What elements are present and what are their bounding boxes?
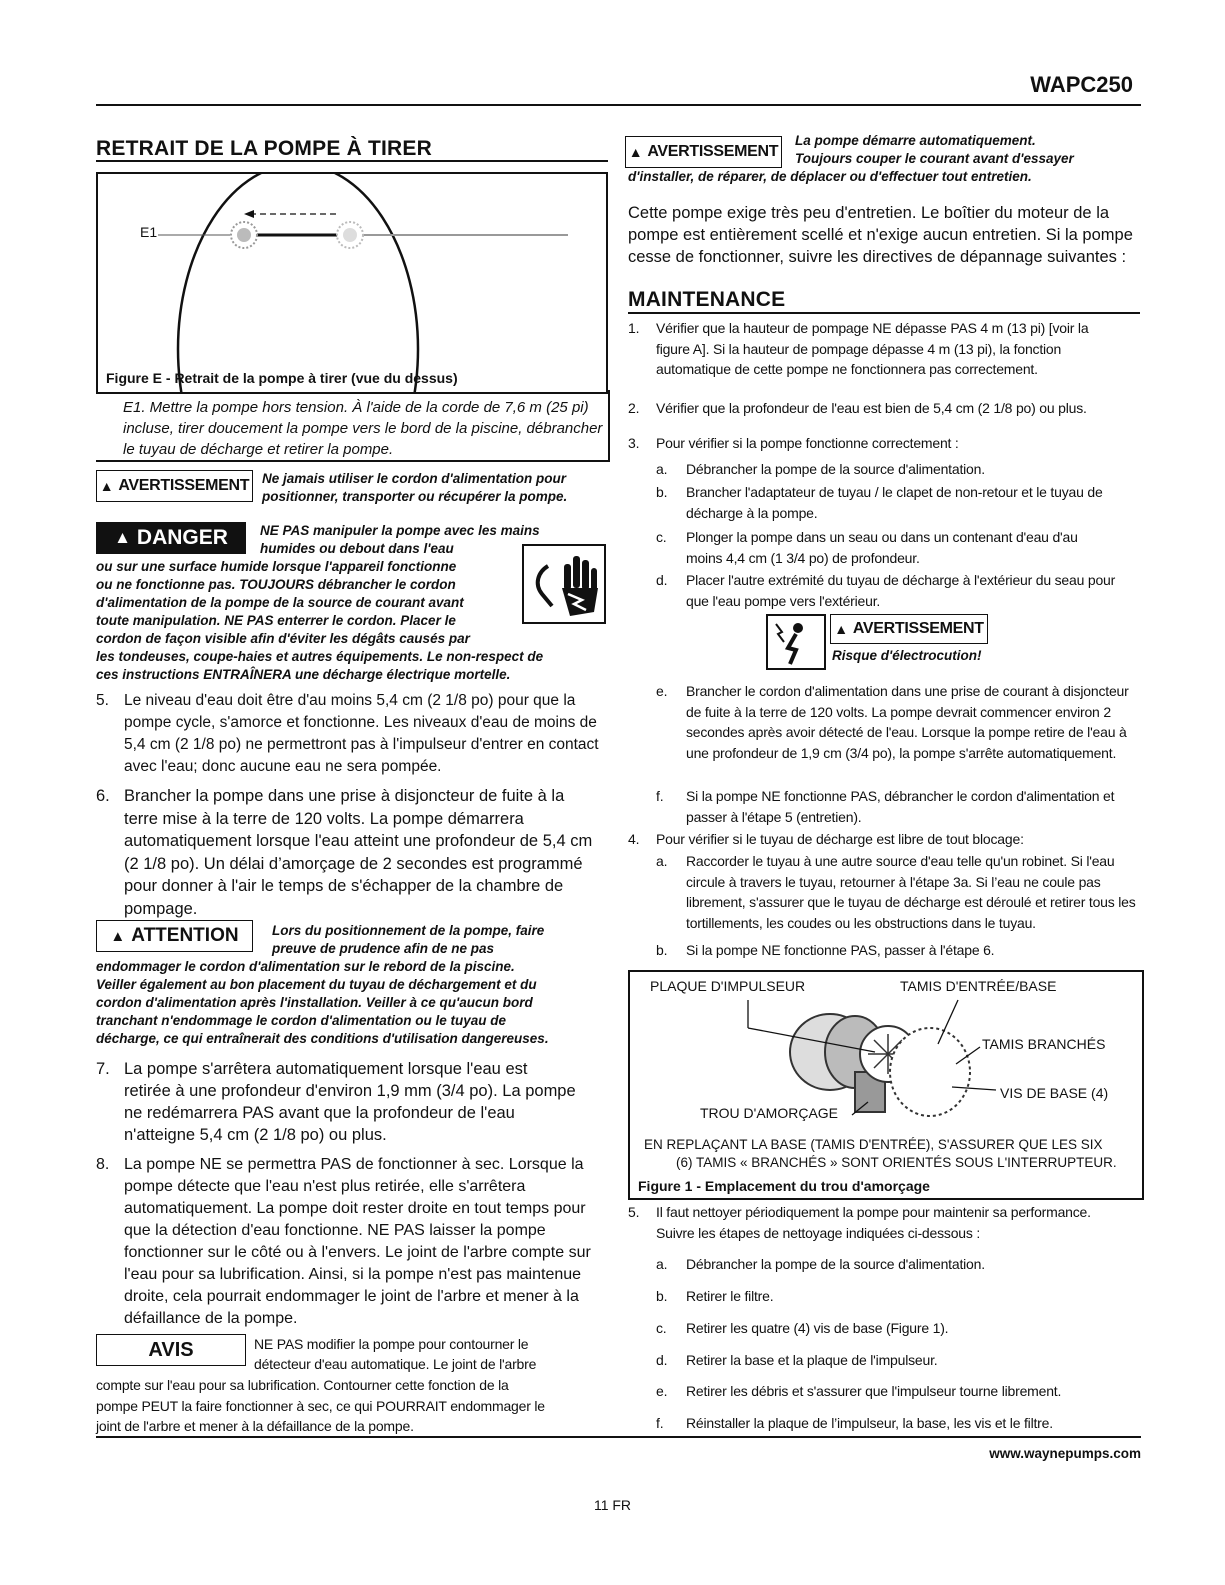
section-title-removal: RETRAIT DE LA POMPE À TIRER bbox=[96, 137, 432, 160]
maintenance-step-4a: a. Raccorder le tuyau à une autre source d'eau telle qu'un robinet. Si l'eau circule à travers le tuyau, retourner à l'étape 3a. Si l’eau ne coule pas librement, s'assurer que le tuyau de décharge est déroulé et retirer tous les tortillements, les coudes ou les obstructions dans le tuyau. bbox=[656, 853, 1136, 931]
header-rule bbox=[96, 104, 1141, 106]
figure-e-step-text: E1. Mettre la pompe hors tension. À l'aide de la corde de 7,6 m (25 pi) incluse, tirer doucement la pompe vers le bord de la piscine, débrancher le tuyau de décharge et retirer la pompe. bbox=[123, 399, 603, 458]
maintenance-step-3c: c. Plonger la pompe dans un seau ou dans un contenant d'eau d'au moins 4,4 cm (1 3/4 po) de profondeur. bbox=[656, 529, 1078, 566]
danger-badge: ▲ DANGER bbox=[96, 522, 246, 554]
danger-line: cordon de façon visible afin d'éviter les dégâts causés par bbox=[96, 631, 470, 646]
warning-line: La pompe démarre automatiquement. bbox=[795, 133, 1036, 148]
warning-triangle-icon: ▲ bbox=[99, 478, 114, 494]
maintenance-step-4: 4. Pour vérifier si le tuyau de décharge est libre de tout blocage: bbox=[628, 831, 1024, 847]
maintenance-step-5d: d. Retirer la base et la plaque de l'impulseur. bbox=[656, 1352, 938, 1368]
maintenance-step-3: 3. Pour vérifier si la pompe fonctionne correctement : bbox=[628, 435, 959, 451]
warning-line: d'installer, de réparer, de déplacer ou d'effectuer tout entretien. bbox=[628, 169, 1032, 184]
danger-line: d'alimentation de la pompe de la source de courant avant bbox=[96, 595, 464, 610]
attention-line: Lors du positionnement de la pompe, faire bbox=[272, 923, 545, 938]
attention-badge: ▲ ATTENTION bbox=[96, 920, 253, 952]
attention-line: endommager le cordon d'alimentation sur le rebord de la piscine. bbox=[96, 959, 515, 974]
notice-line: pompe PEUT la faire fonctionner à sec, ce qui POURRAIT endommager le bbox=[96, 1398, 545, 1414]
attention-line: preuve de prudence afin de ne pas bbox=[272, 941, 495, 956]
danger-line: humides ou debout dans l'eau bbox=[260, 541, 454, 556]
website-link[interactable]: www.waynepumps.com bbox=[989, 1446, 1141, 1461]
warning-triangle-icon: ▲ bbox=[628, 144, 643, 160]
warning-triangle-icon: ▲ bbox=[114, 528, 131, 547]
figure-1-note: (6) TAMIS « BRANCHÉS » SONT ORIENTÉS SOUS L'INTERRUPTEUR. bbox=[676, 1155, 1117, 1170]
danger-line: ou sur une surface humide lorsque l'appareil fonctionne bbox=[96, 559, 457, 574]
maintenance-step-2: 2. Vérifier que la profondeur de l'eau est bien de 5,4 cm (2 1/8 po) ou plus. bbox=[628, 400, 1087, 416]
maintenance-step-3f: f. Si la pompe NE fonctionne PAS, débrancher le cordon d'alimentation et passer à l'étape 5 (entretien). bbox=[656, 788, 1115, 825]
attention-line: tranchant n'endommage le cordon d'alimentation ou le tuyau de bbox=[96, 1013, 506, 1028]
maintenance-step-1: 1. Vérifier que la hauteur de pompage NE dépasse PAS 4 m (13 pi) [voir la figure A]. Si la hauteur de pompage dépasse 4 m (13 pi), la fonction automatique de cette pompe ne fonctionnera pas correctement. bbox=[628, 320, 1089, 377]
maintenance-intro: Cette pompe exige très peu d'entretien. Le boîtier du moteur de la pompe est entièrement scellé et n'exige aucun entretien. Si la pompe cesse de fonctionner, suivre les directives de dépannage suivantes : bbox=[628, 204, 1133, 266]
figure-e-caption: Figure E - Retrait de la pompe à tirer (vue du dessus) bbox=[106, 370, 458, 386]
section-rule bbox=[96, 160, 608, 162]
step-7: 7. La pompe s'arrêtera automatiquement lorsque l'eau est retirée à une profondeur d'environ 1,9 mm (3/4 po). La pompe ne redémarrera PAS avant que la profondeur de l'eau n'atteigne 5,4 cm (2 1/8 po) ou plus. bbox=[96, 1060, 576, 1144]
figure-1-illustration bbox=[628, 970, 1144, 1200]
warning-badge: ▲ AVERTISSEMENT bbox=[830, 614, 988, 644]
warning-triangle-icon: ▲ bbox=[834, 621, 848, 637]
figure-1-note: EN REPLAÇANT LA BASE (TAMIS D'ENTRÉE), S'ASSURER QUE LES SIX bbox=[644, 1137, 1103, 1152]
maintenance-step-3e: e. Brancher le cordon d'alimentation dans une prise de courant à disjoncteur de fuite à la terre de 120 volts. La pompe devrait commencer environ 2 secondes après avoir détecté de l'eau. Lorsque la pompe retire de l'eau à une profondeur de 1,9 cm (3/4 po), la pompe s'arrête automatiquement. bbox=[656, 683, 1129, 761]
electrocution-icon bbox=[766, 614, 826, 670]
warning-line: Toujours couper le courant avant d'essayer bbox=[795, 151, 1074, 166]
danger-line: NE PAS manipuler la pompe avec les mains bbox=[260, 523, 540, 538]
danger-line: toute manipulation. NE PAS enterrer le cordon. Placer le bbox=[96, 613, 456, 628]
attention-line: Veiller également au bon placement du tuyau de déchargement et du bbox=[96, 977, 537, 992]
maintenance-step-5b: b. Retirer le filtre. bbox=[656, 1288, 774, 1304]
electric-shock-hand-icon bbox=[522, 544, 606, 624]
notice-line: détecteur d'eau automatique. Le joint de l'arbre bbox=[254, 1356, 537, 1372]
label-intake-screen: TAMIS D'ENTRÉE/BASE bbox=[900, 978, 1057, 994]
danger-line: ces instructions ENTRAÎNERA une décharge électrique mortelle. bbox=[96, 667, 511, 682]
maintenance-step-4b: b. Si la pompe NE fonctionne PAS, passer à l'étape 6. bbox=[656, 942, 995, 958]
danger-line: ou ne fonctionne pas. TOUJOURS débrancher le cordon bbox=[96, 577, 456, 592]
maintenance-step-5f: f. Réinstaller la plaque de l’impulseur, la base, les vis et le filtre. bbox=[656, 1415, 1053, 1431]
maintenance-step-5e: e. Retirer les débris et s'assurer que l'impulseur tourne librement. bbox=[656, 1383, 1062, 1399]
figure-e-label: E1 bbox=[140, 224, 158, 240]
maintenance-step-5c: c. Retirer les quatre (4) vis de base (Figure 1). bbox=[656, 1320, 949, 1336]
page-number: 11 FR bbox=[593, 1497, 632, 1513]
electrocution-caption: Risque d'électrocution! bbox=[832, 648, 982, 663]
model-number: WAPC250 bbox=[1030, 72, 1133, 97]
warning-badge: ▲ AVERTISSEMENT bbox=[96, 470, 253, 502]
attention-line: décharge, ce qui entraînerait des conditions d'utilisation dangereuses. bbox=[96, 1031, 549, 1046]
notice-line: compte sur l'eau pour sa lubrification. Contourner cette fonction de la bbox=[96, 1377, 509, 1393]
warning-badge: ▲ AVERTISSEMENT bbox=[625, 136, 782, 168]
maintenance-step-5a: a. Débrancher la pompe de la source d'alimentation. bbox=[656, 1256, 985, 1272]
section-title-maintenance: MAINTENANCE bbox=[628, 288, 786, 311]
attention-line: cordon d'alimentation après l'installation. Veiller à ce qu'aucun bord bbox=[96, 995, 533, 1010]
notice-badge: AVIS bbox=[96, 1334, 246, 1366]
label-keyed-screens: TAMIS BRANCHÉS bbox=[982, 1036, 1106, 1052]
step-5: 5. Le niveau d'eau doit être d'au moins 5,4 cm (2 1/8 po) pour que la pompe cycle, s'amorce et fonctionne. Les niveaux d'eau de moins de 5,4 cm (2 1/8 po) ne permettront pas à l'impulseur d'entrer en contact avec l'eau; donc aucune eau ne sera pompée. bbox=[96, 692, 599, 775]
label-base-screws: VIS DE BASE (4) bbox=[1000, 1085, 1109, 1101]
footer-rule bbox=[96, 1436, 1141, 1438]
danger-line: les tondeuses, coupe-haies et autres équipements. Le non-respect de bbox=[96, 649, 544, 664]
warning-triangle-icon: ▲ bbox=[110, 927, 126, 945]
notice-line: NE PAS modifier la pompe pour contourner le bbox=[254, 1336, 529, 1352]
label-impeller-plate: PLAQUE D'IMPULSEUR bbox=[650, 978, 806, 994]
figure-e-illustration bbox=[96, 172, 608, 394]
step-8: 8. La pompe NE se permettra PAS de fonctionner à sec. Lorsque la pompe détecte que l'eau n'est plus retirée, elle s'arrêtera automatiquement. La pompe doit rester droite en tout temps pour que la détection d'eau fonctionne. NE PAS laisser la pompe fonctionner sur le côté ou à l'envers. Le joint de l'arbre compte sur l'eau pour sa lubrification. Ainsi, si la pompe n'est pas maintenue droite, cela pourrait endommager le joint de l'arbre et mener à la défaillance de la pompe. bbox=[96, 1156, 591, 1327]
maintenance-step-3b: b. Brancher l'adaptateur de tuyau / le clapet de non-retour et le tuyau de décharge à la pompe. bbox=[656, 484, 1103, 521]
maintenance-step-3d: d. Placer l'autre extrémité du tuyau de décharge à l'extérieur du seau pour que l'eau pompe vers l'extérieur. bbox=[656, 572, 1116, 609]
figure-1-caption: Figure 1 - Emplacement du trou d'amorçage bbox=[638, 1178, 930, 1194]
pool-top-view-drawing bbox=[98, 174, 606, 392]
warning-text: Ne jamais utiliser le cordon d'alimentation pour positionner, transporter ou récupérer la pompe. bbox=[262, 471, 568, 504]
notice-line: joint de l'arbre et mener à la défaillance de la pompe. bbox=[96, 1418, 414, 1434]
maintenance-step-5: 5. Il faut nettoyer périodiquement la pompe pour maintenir sa performance. Suivre les étapes de nettoyage indiquées ci-dessous : bbox=[628, 1204, 1091, 1241]
step-6: 6. Brancher la pompe dans une prise à disjoncteur de fuite à la terre mise à la terre de 120 volts. La pompe démarrera automatiquement lorsque l'eau atteint une profondeur de 5,4 cm (2 1/8 po). Un délai d’amorçage de 2 secondes est programmé pour donner à l'air le temps de s'échapper de la chambre de pompage. bbox=[96, 787, 593, 918]
maintenance-step-3a: a. Débrancher la pompe de la source d'alimentation. bbox=[656, 461, 985, 477]
section-rule bbox=[628, 312, 1140, 314]
label-priming-hole: TROU D'AMORÇAGE bbox=[700, 1105, 839, 1121]
